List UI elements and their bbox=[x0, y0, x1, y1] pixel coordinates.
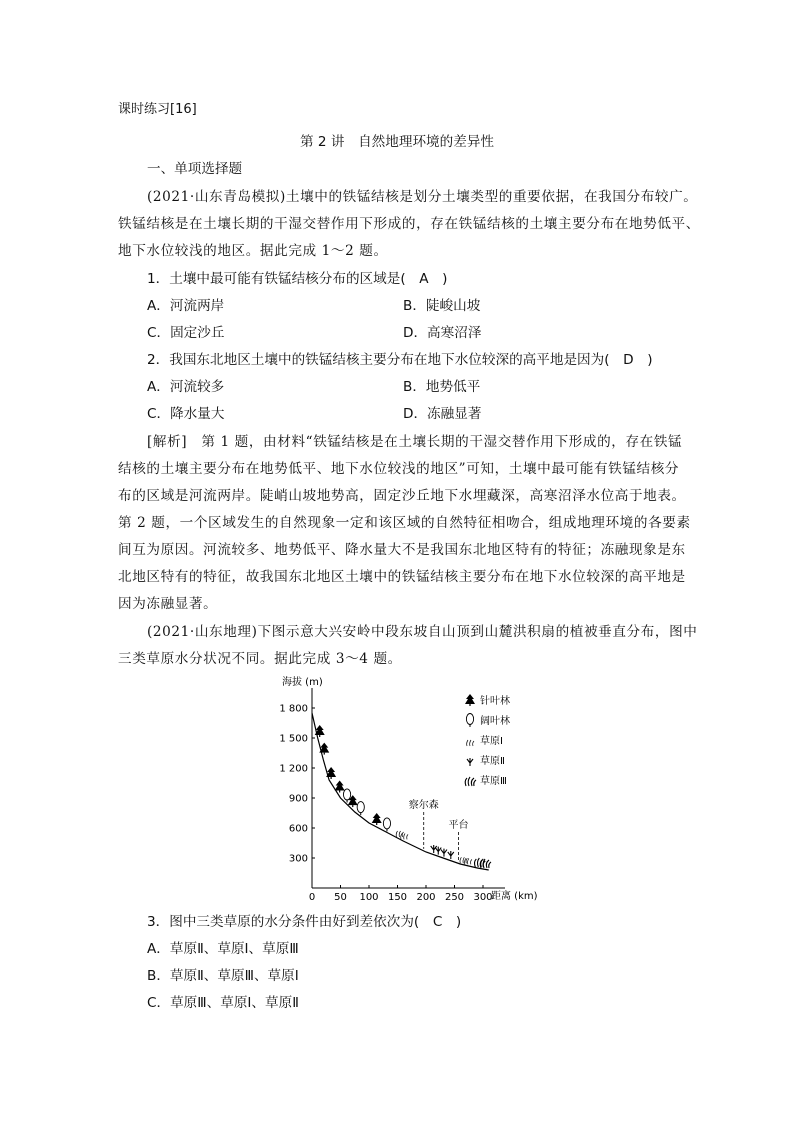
analysis-line-1: [解析] 第 1 题，由材料“铁锰结核是在土壤长期的干湿交替作用下形成的，存在铁锰 bbox=[147, 434, 683, 450]
grass-2-blades bbox=[467, 758, 473, 766]
grass-3-icon bbox=[480, 859, 491, 868]
section-heading: 一、单项选择题 bbox=[147, 161, 243, 177]
q1-option-d: D．高寒沼泽 bbox=[403, 325, 482, 341]
conifer-icon bbox=[465, 694, 475, 706]
grass-3-blades bbox=[465, 777, 476, 786]
broadleaf-crown bbox=[383, 818, 390, 829]
q1-stem: 1．土壤中最可能有铁锰结核分布的区域是( A ) bbox=[147, 271, 448, 287]
x-tick-label: 200 bbox=[416, 892, 436, 903]
chart-legend bbox=[465, 694, 510, 787]
grass-1-blades bbox=[396, 831, 403, 837]
conifer-crown bbox=[315, 725, 325, 735]
intro1-line-3: 地下水位较浅的地区。据此完成 1～2 题。 bbox=[118, 243, 388, 259]
conifer-crown bbox=[335, 781, 345, 791]
y-tick-label: 900 bbox=[288, 793, 308, 805]
q1-option-b: B．陡峻山坡 bbox=[403, 298, 481, 314]
legend-label: 针叶林 bbox=[480, 696, 510, 707]
intro2-line-2: 三类草原水分状况不同。据此完成 3～4 题。 bbox=[118, 651, 402, 667]
x-tick-label: 150 bbox=[387, 892, 408, 903]
analysis-line-3: 布的区域是河流两岸。陡峭山坡地势高，固定沙丘地下水埋藏深，高寒沼泽水位高于地表。 bbox=[118, 488, 686, 504]
grass-1-icon bbox=[396, 831, 403, 837]
q2-option-d: D．冻融显著 bbox=[403, 406, 482, 422]
q2-option-c: C．降水量大 bbox=[147, 406, 225, 422]
legend-label: 草原Ⅲ bbox=[480, 776, 507, 787]
grass-2-icon bbox=[467, 758, 473, 766]
broadleaf-crown bbox=[357, 802, 364, 813]
q3-option-b: B．草原Ⅱ、草原Ⅲ、草原Ⅰ bbox=[147, 968, 299, 984]
grass-1-blades bbox=[401, 833, 408, 839]
vegetation-symbols bbox=[315, 725, 491, 868]
legend-label: 草原Ⅱ bbox=[480, 756, 505, 767]
x-tick-label: 250 bbox=[444, 892, 465, 903]
y-tick-label: 1 500 bbox=[279, 733, 308, 745]
analysis-line-7: 因为冻融显著。 bbox=[118, 596, 218, 612]
y-tick-label: 1 800 bbox=[279, 703, 308, 715]
conifer-crown bbox=[326, 767, 336, 777]
intro1-line-2: 铁锰结核是在土壤长期的干湿交替作用下形成的，存在铁锰结核的土壤主要分布在地势低平、 bbox=[118, 216, 700, 232]
y-tick-label: 600 bbox=[288, 823, 308, 835]
annotation-label: 察尔森 bbox=[408, 800, 439, 811]
conifer-crown bbox=[372, 813, 382, 823]
grass-1-blades bbox=[460, 857, 467, 863]
broadleaf-icon bbox=[343, 789, 350, 803]
q3-option-a: A．草原Ⅱ、草原Ⅰ、草原Ⅲ bbox=[147, 941, 299, 957]
conifer-icon bbox=[372, 813, 382, 825]
analysis-line-4: 第 2 题，一个区域发生的自然现象一定和该区域的自然特征相吻合，组成地理环境的各要素 bbox=[118, 515, 691, 531]
conifer-crown bbox=[319, 743, 329, 753]
y-tick-label: 1 200 bbox=[279, 763, 308, 775]
q3-stem: 3．图中三类草原的水分条件由好到差依次为( C ) bbox=[147, 914, 462, 930]
grass-1-icon bbox=[467, 740, 474, 746]
grass-2-blades bbox=[441, 849, 447, 857]
grass-1-icon bbox=[460, 857, 467, 863]
y-axis-label: 海拔 (m) bbox=[282, 677, 323, 688]
grass-3-blades bbox=[480, 859, 491, 868]
q2-option-b: B．地势低平 bbox=[403, 379, 481, 395]
grass-3-icon bbox=[465, 777, 476, 786]
q2-stem: 2．我国东北地区土壤中的铁锰结核主要分布在地下水位较深的高平地是因为( D ) bbox=[147, 352, 653, 368]
grass-1-icon bbox=[401, 833, 408, 839]
y-tick-label: 300 bbox=[288, 853, 308, 865]
grass-2-icon bbox=[441, 849, 447, 857]
legend-label: 草原Ⅰ bbox=[480, 736, 503, 747]
q2-option-a: A．河流较多 bbox=[147, 379, 225, 395]
broadleaf-icon bbox=[466, 714, 473, 728]
analysis-line-6: 北地区特有的特征，故我国东北地区土壤中的铁锰结核主要分布在地下水位较深的高平地是 bbox=[118, 569, 686, 585]
intro2-line-1: (2021·山东地理)下图示意大兴安岭中段东坡自山顶到山麓洪积扇的植被垂直分布，图中 bbox=[147, 624, 698, 640]
broadleaf-crown bbox=[466, 714, 473, 725]
grass-2-icon bbox=[435, 847, 441, 855]
x-tick-label: 50 bbox=[334, 892, 347, 903]
q1-option-a: A．河流两岸 bbox=[147, 298, 225, 314]
chart-ticks bbox=[279, 704, 492, 904]
q1-option-c: C．固定沙丘 bbox=[147, 325, 225, 341]
lecture-title: 第 2 讲 自然地理环境的差异性 bbox=[300, 134, 495, 150]
q3-option-c: C．草原Ⅲ、草原Ⅰ、草原Ⅱ bbox=[147, 995, 299, 1011]
terrain-profile-line bbox=[312, 713, 489, 870]
x-tick-label: 300 bbox=[473, 892, 493, 903]
annotation-label: 平台 bbox=[448, 820, 469, 831]
terrain-profile bbox=[312, 713, 489, 870]
conifer-crown bbox=[465, 694, 475, 704]
grass-2-icon bbox=[448, 851, 454, 859]
grass-2-blades bbox=[435, 847, 441, 855]
x-tick-label: 100 bbox=[359, 892, 379, 903]
analysis-line-2: 结核的土壤主要分布在地势低平、地下水位较浅的地区”可知，土壤中最可能有铁锰结核分 bbox=[118, 461, 680, 477]
x-axis-label: 距离 (km) bbox=[491, 891, 538, 902]
broadleaf-icon bbox=[383, 818, 390, 832]
analysis-line-5: 间互为原因。河流较多、地势低平、降水量大不是我国东北地区特有的特征；冻融现象是东 bbox=[118, 542, 686, 558]
legend-label: 阔叶林 bbox=[480, 716, 510, 727]
broadleaf-crown bbox=[343, 789, 350, 800]
grass-1-blades bbox=[467, 740, 474, 746]
intro1-line-1: (2021·山东青岛模拟)土壤中的铁锰结核是划分土壤类型的重要依据，在我国分布较广。 bbox=[147, 189, 698, 205]
x-tick-label: 0 bbox=[308, 892, 316, 903]
broadleaf-icon bbox=[357, 802, 364, 816]
grass-2-blades bbox=[448, 851, 454, 859]
practice-header: 课时练习[16] bbox=[118, 102, 197, 117]
vegetation-profile-chart bbox=[270, 674, 550, 906]
